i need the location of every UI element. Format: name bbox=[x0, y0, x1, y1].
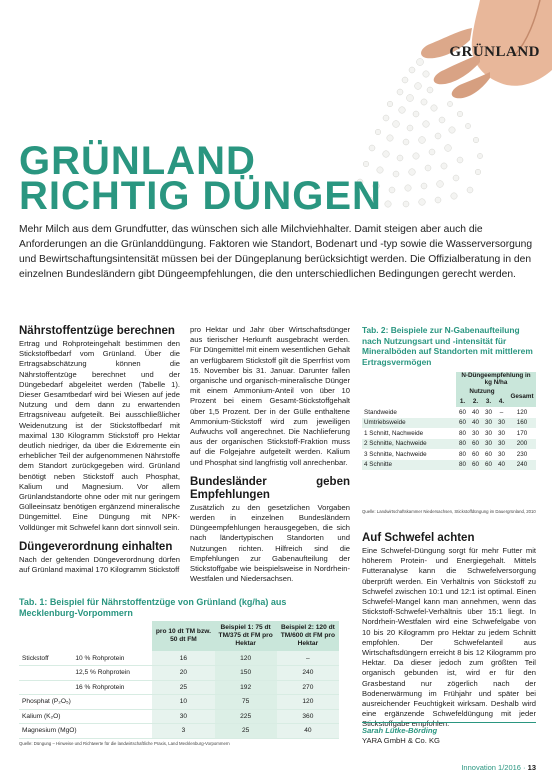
table2-total-cell: 170 bbox=[516, 429, 528, 437]
table2-main-header: N-Düngeempfehlung in kg N/ha bbox=[456, 372, 536, 386]
table2-header-row bbox=[362, 372, 536, 386]
table2-cell: 80 bbox=[458, 429, 466, 437]
table-row bbox=[19, 724, 339, 739]
table1-cell: 225 bbox=[215, 709, 277, 724]
table2-corner bbox=[362, 397, 456, 408]
table2-row-label: Standweide bbox=[364, 408, 397, 416]
table1-cell: 120 bbox=[277, 695, 339, 710]
table2-col-header: 2. bbox=[469, 397, 482, 408]
table-row bbox=[19, 666, 339, 681]
table2-cell: 80 bbox=[456, 439, 469, 450]
table1-row-label bbox=[19, 666, 72, 681]
table1-col-header: Beispiel 1: 75 dt TM/375 dt FM pro Hektar bbox=[215, 621, 277, 651]
table2-col-header: 1. bbox=[456, 397, 469, 408]
paragraph-schwefel: Eine Schwefel-Düngung sorgt für mehr Futter mit höherem Protein- und Energiegehalt. Mittels Futteranalyse kann die Schwefelversorgung überprüft werden. Ein Verhältnis von Stickstoff zu Schwefel zwischen 10:1 und 12:1 ist optimal. Einen Schwefel-Mangel kann man annehmen, wenn das Stickstoff-Schwefel-Verhältnis über 15:1 liegt. In Nordrhein-Westfalen wird eine Schwefelgabe von 10 bis 20 Kilogramm pro Hektar zu jedem Schnitt empfohlen. Der Schwefelanteil aus Wirtschaftsdüngern erreicht 8 bis 12 Kilogramm pro Hektar. Da dieser jedoch zum größten Teil organisch gebunden ist, wird er für den Grasbestand nur zögerlich nach der Bodenerwärmung im Frühjahr und später bei ausreichender Feuchtigkeit wirksam. Deshalb wird eine ergänzende Schwefeldüngung mit jeder Stickstoffgabe empfohlen. bbox=[362, 546, 536, 729]
table-row bbox=[362, 449, 536, 460]
table2-total-cell: 230 bbox=[516, 450, 528, 458]
table1-cell: – bbox=[277, 651, 339, 666]
page-number: 13 bbox=[527, 763, 536, 772]
table1-row-label bbox=[19, 680, 72, 695]
author-block bbox=[362, 722, 536, 746]
table2-cell: 40 bbox=[471, 408, 479, 416]
table2-cell: 60 bbox=[484, 450, 492, 458]
table2-nutzung-header: Nutzung bbox=[456, 386, 508, 397]
table2-cell: 40 bbox=[495, 460, 508, 471]
table-row bbox=[19, 709, 339, 724]
author-organization: YARA GmbH & Co. KG bbox=[362, 736, 440, 745]
issue-label: Innovation 1/2016 · bbox=[461, 763, 526, 772]
table2-n-gabenaufteilung bbox=[362, 372, 536, 470]
table2-total-header: Gesamt bbox=[508, 386, 536, 407]
section-label: GRÜNLAND bbox=[449, 44, 540, 60]
page-footer bbox=[461, 763, 536, 772]
heading-duengeverordnung: Düngeverordnung einhalten bbox=[19, 540, 173, 553]
table1-header-row bbox=[19, 621, 339, 651]
table1-cell: 192 bbox=[215, 680, 277, 695]
table2-total-cell: 120 bbox=[516, 408, 528, 416]
table1-naehrstoffentzuege bbox=[19, 621, 339, 739]
table1-cell: 10 bbox=[152, 695, 214, 710]
table2-cell: 60 bbox=[458, 408, 466, 416]
table1-row-label: Stickstoff bbox=[19, 651, 72, 666]
table2-title: Tab. 2: Beispiele zur N-Gabenaufteilung nach Nutzungsart und -intensität für Mineralböden auf Standorten mit mittlerem Ertragsvermögen bbox=[362, 325, 533, 367]
table1-title: Tab. 1: Beispiel für Nährstoffentzüge von Grünland (kg/ha) aus Mecklenburg-Vorpommern bbox=[19, 597, 287, 618]
column-2 bbox=[190, 325, 350, 584]
paragraph-sperrfrist: pro Hektar und Jahr über Wirtschaftsdünger aus tierischer Herkunft ausgebracht werden. Für Düngemittel mit einem wesentlichen Gehalt an verfügbarem Stickstoff gilt die Sperrfrist vom 15. November bis 31. Januar. Darunter fallen organische und organisch-mineralische Dünger mit einem Ammonium-Anteil von über 10 Prozent bei einem Gesamt-Stickstoffgehalt über 1,5 Prozent. Der in der Gülle enthaltene Ammonium-Stickstoff wird zum jeweiligen Aufwuchs voll angerechnet. Die Nachlieferung aus der organischen Stickstoff-Fraktion muss auf die Folgejahre aufgeteilt werden. Kalium und Phosphat sind langfristig voll anrechenbar. bbox=[190, 325, 350, 467]
heading-naehrstoffentzuege: Nährstoffentzüge berechnen bbox=[19, 325, 175, 337]
table2-cell: 30 bbox=[497, 429, 505, 437]
table2-total-cell: 200 bbox=[508, 439, 536, 450]
table2-cell: 60 bbox=[469, 460, 482, 471]
table1-row-label: Kalium (K₂O) bbox=[19, 709, 152, 724]
table2-row-label: 4 Schnitte bbox=[362, 460, 456, 471]
table1-row-sublabel: 10 % Rohprotein bbox=[72, 651, 152, 666]
heading-bundeslaender: Bundesländer geben Empfehlungen bbox=[190, 475, 350, 501]
paragraph-duengeverordnung: Nach der geltenden Düngeverordnung dürfen auf Grünland maximal 170 Kilogramm Stickstoff bbox=[19, 554, 180, 575]
table1-row-label: Magnesium (MgO) bbox=[19, 724, 152, 739]
table1-cell: 30 bbox=[152, 709, 214, 724]
table2-header-row bbox=[362, 386, 536, 397]
table1-cell: 3 bbox=[152, 724, 214, 739]
lead-paragraph: Mehr Milch aus dem Grundfutter, das wünschen sich alle Milchviehhalter. Damit steigen aber auch die Anforderungen an die Grünlanddüngung. Faktoren wie Standort, Bodenart und -typ sowie die Wasserversorgung und Bewirtschaftungsintensität müssen bei der Düngeplanung berücksichtigt werden. Die Offizialberatung in den einzelnen Bundesländern gibt Düngeempfehlungen, die den unterschiedlichen Bedingungen gerecht werden. bbox=[19, 224, 533, 280]
table2-cell: 40 bbox=[469, 418, 482, 429]
paragraph-bundeslaender: Zusätzlich zu den gesetzlichen Vorgaben werden in einzelnen Bundesländern Düngeempfehlungen herausgegeben, die sich nach ländertypischen Standorten und Nutzungen richten. Hilfreich sind die Empfehlungen zur Gabenaufteilung der Stickstoffgabe wie beispielsweise in Nordrhein-Westfalen und Niedersachsen. bbox=[190, 502, 350, 584]
table1-cell: 75 bbox=[215, 695, 277, 710]
table2-row-label: 2 Schnitte, Nachweide bbox=[362, 439, 456, 450]
table2-cell: 80 bbox=[456, 460, 469, 471]
table2-cell: 60 bbox=[469, 439, 482, 450]
table1-cell: 25 bbox=[152, 680, 214, 695]
table2-row-label: 3 Schnitte, Nachweide bbox=[364, 450, 427, 458]
paragraph-naehrstoffentzuege: Ertrag und Rohproteingehalt bestimmen den Stickstoffbedarf vom Grünland. Über die Ertragsabschätzung können die Nährstoffentzüge berechnet und der Düngebedarf abgeleitet werden (Tabelle 1). Dieser Gesamtbedarf wird bei Wiesen auf jede Nutzung und dem dann zu erwartenden Ertragsniveau aufgeteilt. Bei ausschließlicher Weidenutzung ist der Stickstoffbedarf mit maximal 130 Kilogramm Stickstoff pro Hektar deutlich niedriger, da über die Exkremente ein erheblicher Teil der aufgenommenen Nährstoffe dem Standort zurückgegeben wird. Grünland benötigt neben Stickstoff auch Phosphat, Kalium und Magnesium. Vor allem Grünlandstandorte ohne oder mit nur geringem Gülleeinsatz benötigen ergänzend mineralische Düngemittel. Eine Düngung mit NPK-Volldünger mit Schwefel kann dort sinnvoll sein. bbox=[19, 339, 180, 532]
table2-source-note: Quelle: Landwirtschaftskammer Niedersachsen, Stickstoffdüngung im Dauergrünland, 2010 bbox=[362, 509, 536, 514]
table-row bbox=[19, 651, 339, 666]
table1-row-sublabel: 16 % Rohprotein bbox=[72, 680, 152, 695]
table2-cell: 30 bbox=[482, 418, 495, 429]
column-3 bbox=[362, 532, 536, 730]
table2-cell: 60 bbox=[482, 460, 495, 471]
heading-schwefel: Auf Schwefel achten bbox=[362, 532, 475, 544]
table2-cell: 30 bbox=[495, 418, 508, 429]
table2-cell: 60 bbox=[456, 418, 469, 429]
table1-corner bbox=[19, 621, 152, 651]
title-line-1: GRÜNLAND bbox=[19, 139, 256, 183]
table2-cell: – bbox=[499, 408, 504, 416]
table1-cell: 150 bbox=[215, 666, 277, 681]
page-title bbox=[19, 139, 382, 218]
table2-cell: 60 bbox=[471, 450, 479, 458]
table2-corner bbox=[362, 386, 456, 397]
table1-col-header: pro 10 dt TM bzw. 50 dt FM bbox=[152, 621, 214, 651]
table-row bbox=[19, 680, 339, 695]
table1-cell: 16 bbox=[152, 651, 214, 666]
table-row bbox=[19, 695, 339, 710]
table2-cell: 30 bbox=[495, 439, 508, 450]
table2-cell: 30 bbox=[471, 429, 479, 437]
table1-cell: 360 bbox=[277, 709, 339, 724]
table-row bbox=[362, 460, 536, 471]
table1-row-sublabel: 12,5 % Rohprotein bbox=[72, 666, 152, 681]
table2-cell: 30 bbox=[484, 408, 492, 416]
table-row bbox=[362, 439, 536, 450]
hero-banner bbox=[0, 0, 552, 218]
table1-cell: 20 bbox=[152, 666, 214, 681]
column-1 bbox=[19, 325, 180, 575]
table2-cell: 30 bbox=[497, 450, 505, 458]
table2-cell: 30 bbox=[482, 439, 495, 450]
table1-cell: 120 bbox=[215, 651, 277, 666]
table1-row-label: Phosphat (P₂O₅) bbox=[19, 695, 152, 710]
table2-col-header: 3. bbox=[482, 397, 495, 408]
table1-cell: 270 bbox=[277, 680, 339, 695]
table-row bbox=[362, 407, 536, 418]
table2-col-header: 4. bbox=[495, 397, 508, 408]
table1-cell: 240 bbox=[277, 666, 339, 681]
table2-cell: 80 bbox=[458, 450, 466, 458]
table-row bbox=[362, 418, 536, 429]
table2-row-label: 1 Schnitt, Nachweide bbox=[364, 429, 424, 437]
table1-col-header: Beispiel 2: 120 dt TM/600 dt FM pro Hektar bbox=[277, 621, 339, 651]
table1-cell: 25 bbox=[215, 724, 277, 739]
table1-source-note: Quelle: Düngung – Hinweise und Richtwerte für die landwirtschaftliche Praxis, Land Mecklenburg-Vorpommern bbox=[19, 741, 230, 746]
author-name: Sarah Lütke-Börding bbox=[362, 726, 438, 735]
table2-total-cell: 160 bbox=[508, 418, 536, 429]
title-line-2: RICHTIG DÜNGEN bbox=[19, 174, 382, 218]
table-row bbox=[362, 428, 536, 439]
table2-corner bbox=[362, 372, 456, 386]
table2-row-label: Umtriebsweide bbox=[362, 418, 456, 429]
table2-cell: 30 bbox=[484, 429, 492, 437]
table1-cell: 40 bbox=[277, 724, 339, 739]
table2-total-cell: 240 bbox=[508, 460, 536, 471]
